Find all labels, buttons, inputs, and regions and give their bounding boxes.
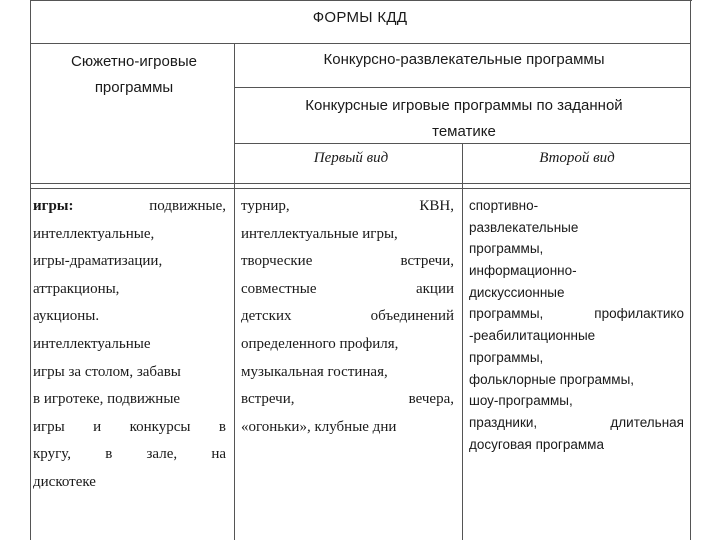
col1-word: аттракционы, [33,280,120,297]
col2-line [241,303,454,331]
col1-line [33,386,226,414]
col3-word: информационно- [469,263,577,279]
col3-word: развлекательные [469,219,579,235]
col3-line [469,260,684,282]
col1-line [33,221,226,249]
header-plot-game-programs [34,49,234,101]
col1-word: кругу, [33,446,71,463]
col2-word: встречи, [400,253,454,270]
header-body-divider [30,183,691,189]
col1-word: игры: [33,198,74,214]
col3-word: праздники, [469,414,538,430]
col2-line [241,331,454,359]
col3-word: фольклорные программы, [469,371,635,387]
col2-word: акции [415,280,454,297]
col3-line [469,282,684,304]
col3-line [469,303,684,325]
col3-line [469,412,684,434]
col3-line [469,195,684,217]
col1-word: в [105,446,113,463]
col1-word: аукционы. [33,308,100,325]
col2-word: определенного профиля, [241,335,399,352]
col3-line [469,347,684,369]
col3-line [469,369,684,391]
col1-word: конкурсы [129,418,191,435]
col2-word: встречи, [241,391,295,408]
col2-line [241,221,454,249]
col3-word: -реабилитационные [469,328,596,344]
col1-word: интеллектуальные [33,335,151,352]
col3-line [469,238,684,260]
col3-line [469,434,684,456]
table-title: ФОРМЫ КДД [312,9,408,26]
col3-word: программы, [469,306,544,322]
col1-line [33,441,226,469]
header-sub-line-2: тематике [432,123,496,140]
col3-line [469,325,684,347]
col3-word: шоу-программы, [469,393,573,409]
title-divider [30,43,691,44]
col2-line [241,386,454,414]
left-column-divider [234,43,235,540]
col3-word: программы, [469,349,544,365]
col2-line [241,193,454,221]
col3-word: профилактико [594,306,684,322]
first-type-cell [241,193,454,441]
col2-word: КВН, [419,198,454,214]
col2-word: детских [241,308,292,325]
col2-word: интеллектуальные игры, [241,225,398,242]
col2-word: совместные [241,280,317,297]
col1-line [33,248,226,276]
col2-word: турнир, [241,198,290,214]
col1-word: и [93,418,102,435]
col3-word: программы, [469,241,544,257]
header-left-line-1: Сюжетно-игровые [71,53,197,70]
col2-line [241,248,454,276]
right-column-divider [462,143,463,540]
header-left-line-2: программы [94,79,174,96]
plot-game-programs-cell [33,193,226,497]
second-type-cell [469,195,684,455]
col1-word: подвижные, [149,198,226,214]
col1-line [33,414,226,442]
col1-word: в игротеке, подвижные [33,391,181,408]
col1-line [33,359,226,387]
header-second-type: Второй вид [539,150,615,166]
col2-word: «огоньки», клубные дни [241,418,397,435]
col2-line [241,414,454,442]
col3-word: спортивно- [469,198,539,213]
col3-line [469,390,684,412]
col1-word: на [211,446,226,463]
col1-line [33,303,226,331]
col3-line [469,217,684,239]
col1-word: игры [33,418,65,435]
table-right-border [690,0,691,540]
col1-line [33,276,226,304]
col2-line [241,359,454,387]
col1-line [33,331,226,359]
header-competitive-themed [238,93,690,145]
col2-word: творческие [241,253,313,270]
col1-word: в [218,418,226,435]
col1-word: зале, [146,446,178,463]
col2-line [241,276,454,304]
col2-word: вечера, [408,391,454,408]
col1-word: игры за столом, забавы [33,363,181,380]
table-top-border [30,0,692,1]
col1-word: игры-драматизации, [33,253,163,270]
col1-line [33,469,226,497]
table-left-border [30,0,31,540]
col1-word: интеллектуальные, [33,225,155,242]
col1-line [33,193,226,221]
col3-word: дискуссионные [469,284,565,300]
col2-word: музыкальная гостиная, [241,363,388,380]
col3-word: длительная [610,414,684,430]
right-header-divider [234,87,691,88]
header-sub-line-1: Конкурсные игровые программы по заданной [305,97,623,114]
col1-word: дискотеке [33,473,96,490]
col3-word: досуговая программа [469,436,604,452]
col2-word: объединений [370,308,454,325]
header-first-type: Первый вид [313,150,389,166]
header-competitive-entertainment: Конкурсно-развлекательные программы [323,51,605,68]
